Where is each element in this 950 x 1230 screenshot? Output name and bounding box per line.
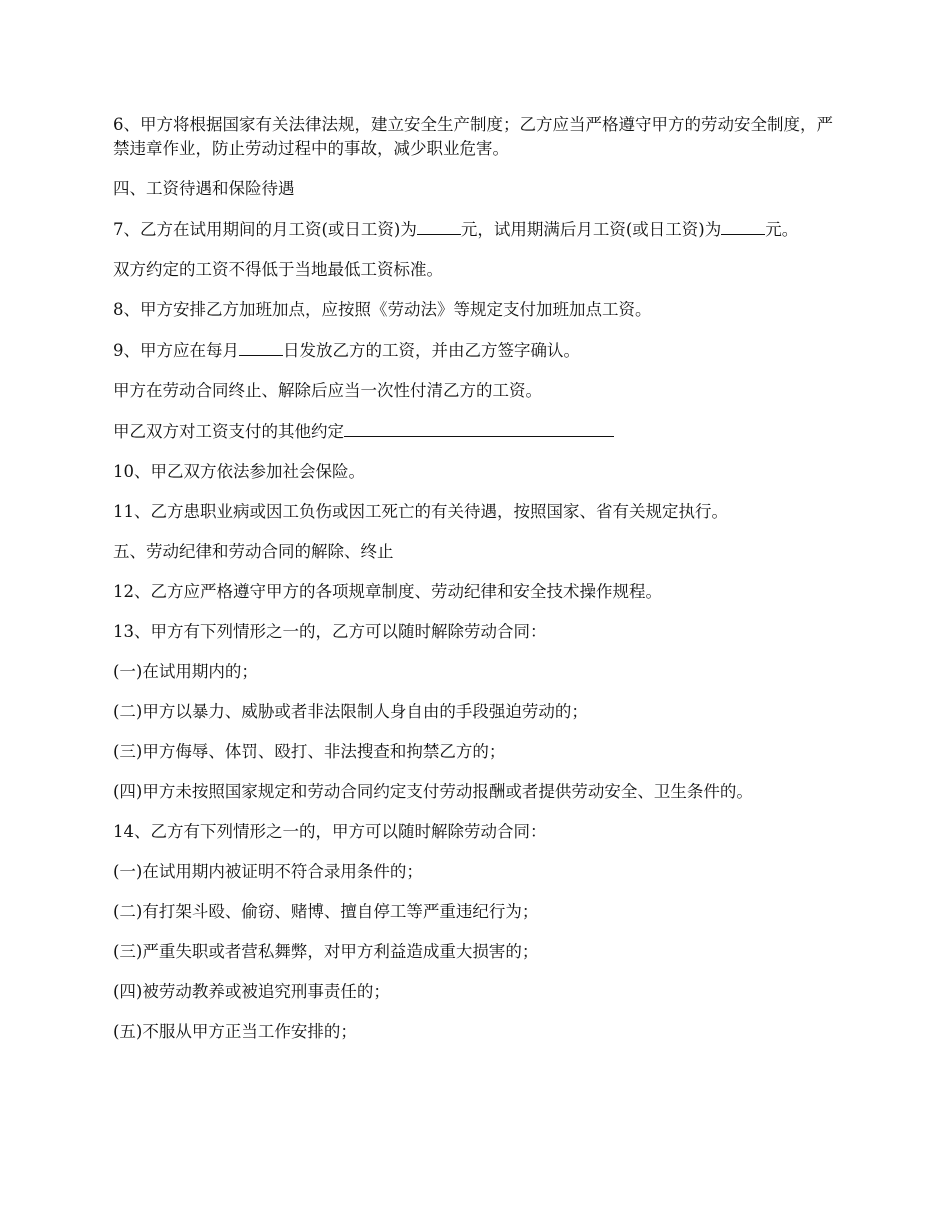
clause-6: 6、甲方将根据国家有关法律法规，建立安全生产制度；乙方应当严格遵守甲方的劳动安全制度，严禁违章作业，防止劳动过程中的事故，减少职业危害。 [113,115,833,158]
blank-pay-day[interactable] [239,338,283,356]
clause-9-settlement: 甲方在劳动合同终止、解除后应当一次性付清乙方的工资。 [113,381,542,400]
clause-13-item-2: (二)甲方以暴力、威胁或者非法限制人身自由的手段强迫劳动的； [113,702,588,721]
clause-7: 7、乙方在试用期间的月工资(或日工资)为 元，试用期满后月工资(或日工资)为 元。 [113,217,837,242]
blank-probation-wage[interactable] [417,217,461,235]
clause-9-other: 甲乙双方对工资支付的其他约定 [113,419,837,444]
clause-14-item-5: (五)不服从甲方正当工作安排的； [113,1022,357,1041]
clause-10: 10、甲乙双方依法参加社会保险。 [113,462,365,481]
blank-regular-wage[interactable] [721,217,765,235]
section-heading-5: 五、劳动纪律和劳动合同的解除、终止 [113,542,394,561]
clause-8: 8、甲方安排乙方加班加点，应按照《劳动法》等规定支付加班加点工资。 [113,300,652,319]
clause-13-item-1: (一)在试用期内的； [113,662,258,681]
clause-13: 13、甲方有下列情形之一的，乙方可以随时解除劳动合同： [113,622,547,641]
clause-13-item-4: (四)甲方未按照国家规定和劳动合同约定支付劳动报酬或者提供劳动安全、卫生条件的。 [113,782,753,801]
clause-14-item-2: (二)有打架斗殴、偷窃、赌博、擅自停工等严重违纪行为； [113,902,539,921]
clause-14-item-3: (三)严重失职或者营私舞弊，对甲方利益造成重大损害的； [113,942,539,961]
clause-9: 9、甲方应在每月 日发放乙方的工资，并由乙方签字确认。 [113,338,837,363]
clause-14: 14、乙方有下列情形之一的，甲方可以随时解除劳动合同： [113,822,547,841]
blank-other-agreement[interactable] [344,419,614,437]
document-body [113,113,837,1060]
clause-14-item-4: (四)被劳动教养或被追究刑事责任的； [113,982,390,1001]
clause-13-item-3: (三)甲方侮辱、体罚、殴打、非法搜查和拘禁乙方的； [113,742,506,761]
clause-12: 12、乙方应严格遵守甲方的各项规章制度、劳动纪律和安全技术操作规程。 [113,582,662,601]
clause-7-note: 双方约定的工资不得低于当地最低工资标准。 [113,260,443,279]
clause-14-item-1: (一)在试用期内被证明不符合录用条件的； [113,862,423,881]
clause-11: 11、乙方患职业病或因工负伤或因工死亡的有关待遇，按照国家、省有关规定执行。 [113,502,728,521]
section-heading-4: 四、工资待遇和保险待遇 [113,179,295,198]
